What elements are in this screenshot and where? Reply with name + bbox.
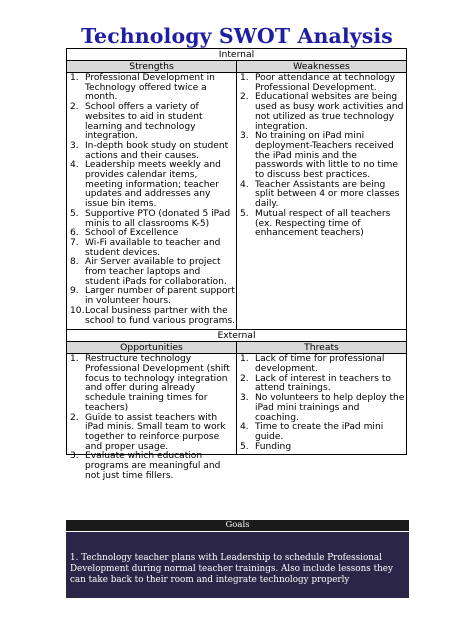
threats-cell bbox=[237, 354, 406, 454]
item-number: 10. bbox=[70, 305, 85, 316]
opportunity-item bbox=[67, 414, 236, 453]
item-number: 2. bbox=[70, 102, 79, 113]
threats-header: Threats bbox=[237, 342, 406, 353]
item-number: 5. bbox=[70, 208, 79, 219]
item-number: 4. bbox=[240, 179, 249, 190]
strength-item bbox=[67, 210, 236, 229]
weaknesses-header: Weaknesses bbox=[237, 61, 406, 72]
item-text: Time to create the iPad mini guide. bbox=[255, 422, 384, 442]
strength-item bbox=[67, 74, 236, 103]
goals-body: 1. Technology teacher plans with Leadership to schedule Professional Development during normal teacher trainings. Also include lessons they can take back to their room and integrate technology properly bbox=[66, 532, 409, 598]
item-text: Lack of interest in teachers to attend trainings. bbox=[255, 373, 391, 394]
item-number: 1. bbox=[240, 73, 249, 83]
goals-section bbox=[66, 520, 409, 598]
internal-content-row bbox=[67, 73, 406, 330]
item-text: Local business partner with the school to fund various programs. bbox=[85, 305, 236, 326]
item-text: Restructure technology Professional Development (shift focus to technology integration and offer during already schedule training times for teachers) bbox=[85, 354, 230, 413]
strengths-cell bbox=[67, 73, 237, 329]
strength-item bbox=[67, 239, 236, 258]
item-number: 3. bbox=[70, 451, 79, 462]
threats-list bbox=[237, 355, 406, 452]
weakness-item bbox=[237, 132, 406, 181]
opportunities-list bbox=[67, 355, 236, 481]
item-number: 2. bbox=[70, 412, 79, 423]
strength-item bbox=[67, 142, 236, 161]
item-text: Larger number of parent support in volunteer hours. bbox=[85, 286, 235, 307]
item-text: Teacher Assistants are being split between 4 or more classes daily. bbox=[255, 179, 400, 210]
item-number: 1. bbox=[70, 354, 79, 365]
weakness-item bbox=[237, 93, 406, 132]
strength-item bbox=[67, 258, 236, 287]
item-number: 2. bbox=[240, 373, 249, 384]
item-number: 3. bbox=[70, 140, 79, 151]
threat-item bbox=[237, 394, 406, 423]
strength-item bbox=[67, 103, 236, 142]
item-number: 3. bbox=[240, 393, 249, 404]
item-text: No volunteers to help deploy the iPad mini trainings and coaching. bbox=[255, 393, 405, 423]
item-number: 7. bbox=[70, 237, 79, 248]
weakness-item bbox=[237, 181, 406, 210]
item-text: Mutual respect of all teachers (ex. Respecting time of enhancement teachers) bbox=[255, 208, 391, 239]
item-text: School offers a variety of websites to aid in student learning and technology integration. bbox=[85, 102, 203, 142]
opportunity-item bbox=[67, 355, 236, 413]
goals-header: Goals bbox=[66, 520, 409, 531]
item-text: Evaluate which education programs are meaningful and not just time fillers. bbox=[85, 451, 221, 481]
item-text: School of Excellence bbox=[85, 228, 179, 239]
strengths-header: Strengths bbox=[67, 61, 237, 72]
strength-item bbox=[67, 287, 236, 306]
item-text: No training on iPad mini deployment-Teachers received the iPad minis and the passwords with little to no time to discuss best practices. bbox=[255, 131, 398, 181]
item-number: 9. bbox=[70, 286, 79, 297]
strength-item bbox=[67, 307, 236, 326]
item-text: Lack of time for professional development. bbox=[255, 354, 385, 374]
weaknesses-list bbox=[237, 74, 406, 239]
item-text: Supportive PTO (donated 5 iPad minis to all classrooms K-5) bbox=[85, 208, 231, 229]
item-number: 4. bbox=[240, 422, 249, 433]
threat-item bbox=[237, 443, 406, 453]
document-title: Technology SWOT Analysis bbox=[81, 24, 393, 48]
internal-header: Internal bbox=[67, 49, 406, 61]
item-number: 5. bbox=[240, 441, 249, 452]
threat-item bbox=[237, 423, 406, 442]
item-number: 8. bbox=[70, 257, 79, 268]
item-number: 1. bbox=[240, 354, 249, 365]
item-number: 1. bbox=[70, 73, 79, 83]
weaknesses-cell bbox=[237, 73, 406, 329]
item-text: Leadership meets weekly and provides calendar items, meeting information; teacher updates and addresses any issue bin items. bbox=[85, 160, 221, 210]
threat-item bbox=[237, 355, 406, 374]
swot-table bbox=[66, 48, 407, 481]
item-text: Wi-Fi available to teacher and student devices. bbox=[85, 237, 221, 258]
weakness-item bbox=[237, 74, 406, 93]
item-number: 4. bbox=[70, 160, 79, 171]
external-header: External bbox=[67, 330, 406, 342]
item-text: In-depth book study on student actions and their causes. bbox=[85, 140, 229, 161]
external-content-row bbox=[67, 354, 406, 481]
internal-column-headers bbox=[67, 61, 406, 73]
item-number: 5. bbox=[240, 208, 249, 219]
weakness-item bbox=[237, 210, 406, 239]
item-number: 3. bbox=[240, 131, 249, 142]
opportunities-header: Opportunities bbox=[67, 342, 237, 353]
item-text: Poor attendance at technology Professional Development. bbox=[255, 73, 396, 93]
item-text: Funding bbox=[255, 441, 292, 452]
external-column-headers bbox=[67, 342, 406, 354]
strengths-list bbox=[67, 74, 236, 326]
item-text: Guide to assist teachers with iPad minis. Small team to work together to reinforce purpose and proper usage. bbox=[85, 412, 226, 452]
item-number: 2. bbox=[240, 92, 249, 103]
threat-item bbox=[237, 375, 406, 394]
opportunities-cell bbox=[67, 354, 237, 481]
item-text: Air Server available to project from teacher laptops and student iPads for collaboration. bbox=[85, 257, 227, 287]
strength-item bbox=[67, 161, 236, 210]
item-text: Professional Development in Technology offered twice a month. bbox=[85, 73, 215, 103]
item-number: 6. bbox=[70, 228, 79, 239]
item-text: Educational websites are being used as busy work activities and not utilized as true technology integration. bbox=[255, 92, 404, 132]
opportunity-item bbox=[67, 452, 236, 481]
